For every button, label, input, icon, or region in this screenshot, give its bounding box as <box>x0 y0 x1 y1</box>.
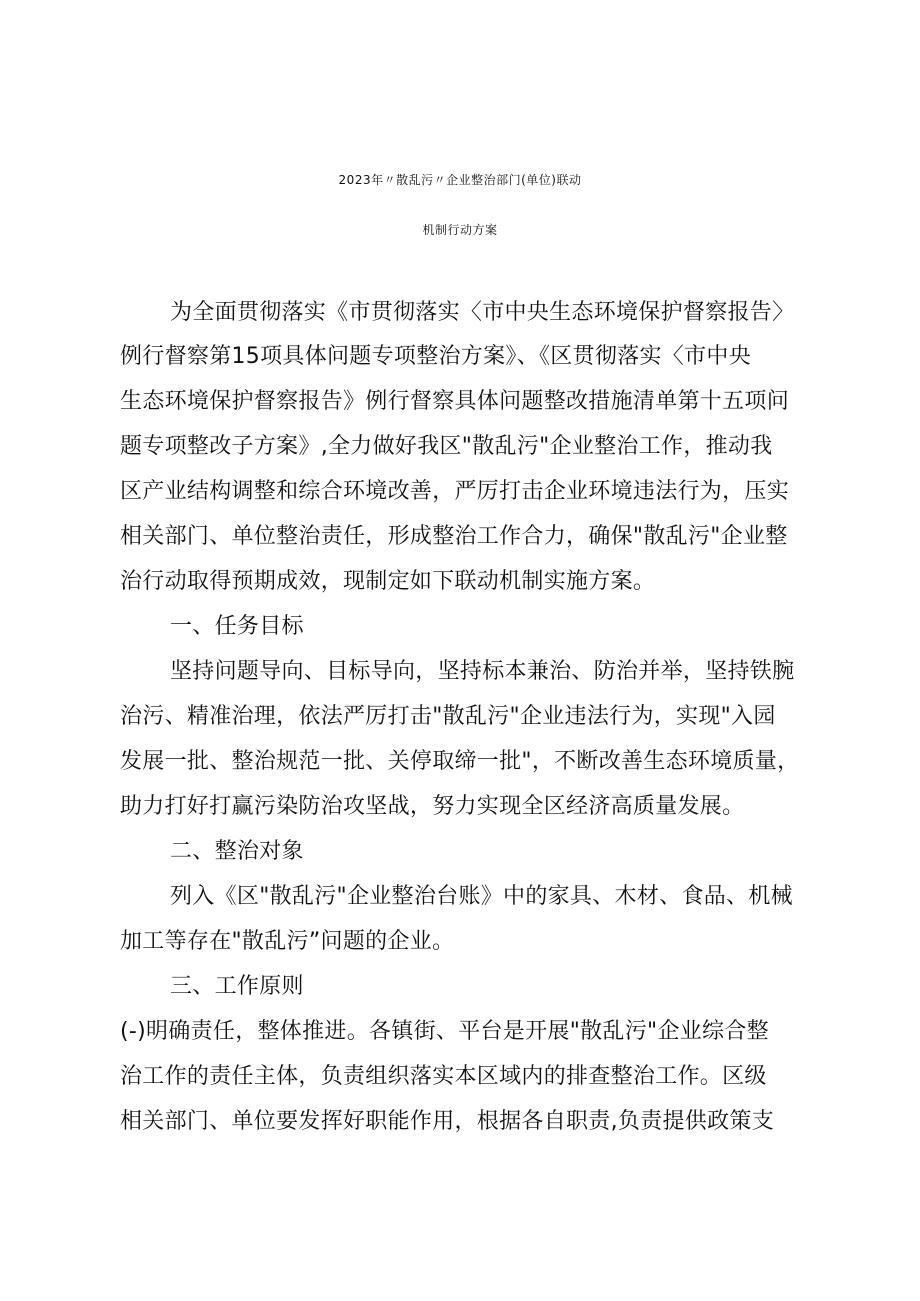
document-title-line-2: 机制行动方案 <box>422 223 498 237</box>
body-paragraph-line: 治工作的责任主体，负责组织落实本区域内的排查整治工作。区级 <box>120 1064 767 1089</box>
section-heading-principles: 三、工作原则 <box>170 974 304 999</box>
body-paragraph-line: 治行动取得预期成效，现制定如下联动机制实施方案。 <box>120 569 656 594</box>
document-title-line-1: 2023年〃散乱污〃企业整治部门(单位)联动 <box>338 173 582 187</box>
body-paragraph-line: 为全面贯彻落实《市贯彻落实〈市中央生态环境保护督察报告〉 <box>170 300 795 325</box>
section-heading-targets: 二、整治对象 <box>170 839 304 864</box>
body-paragraph-line: 例行督察第15项具体问题专项整治方案》、《区贯彻落实〈市中央 <box>120 344 751 369</box>
body-paragraph-line: 相关部门、单位整治责任，形成整治工作合力，确保"散乱污"企业整 <box>120 524 788 549</box>
body-paragraph-line: 生态环境保护督察报告》例行督察具体问题整改措施清单第十五项问 <box>120 389 790 414</box>
body-paragraph-line: 相关部门、单位要发挥好职能作用，根据各自职责,负责提供政策支 <box>120 1109 774 1134</box>
body-paragraph-line: 坚持问题导向、目标导向，坚持标本兼治、防治并举，坚持铁腕 <box>170 659 795 684</box>
body-paragraph-line: 区产业结构调整和综合环境改善，严厉打击企业环境违法行为，压实 <box>120 479 790 504</box>
section-heading-task-goals: 一、任务目标 <box>170 614 304 639</box>
body-paragraph-line: (-)明确责任，整体推进。各镇街、平台是开展"散乱污"企业综合整 <box>120 1019 769 1044</box>
body-paragraph-line: 治污、精准治理，依法严厉打击"散乱污"企业违法行为，实现"入园 <box>120 704 776 729</box>
body-paragraph-line: 题专项整改子方案》,全力做好我区"散乱污"企业整治工作，推动我 <box>120 434 773 459</box>
body-paragraph-line: 加工等存在"散乱污”问题的企业。 <box>120 929 455 954</box>
body-paragraph-line: 助力打好打赢污染防治攻坚战，努力实现全区经济高质量发展。 <box>120 794 745 819</box>
body-paragraph-line: 列入《区"散乱污"企业整治台账》中的家具、木材、食品、机械 <box>170 884 793 909</box>
body-paragraph-line: 发展一批、整治规范一批、关停取缔一批"，不断改善生态环境质量， <box>120 749 800 774</box>
